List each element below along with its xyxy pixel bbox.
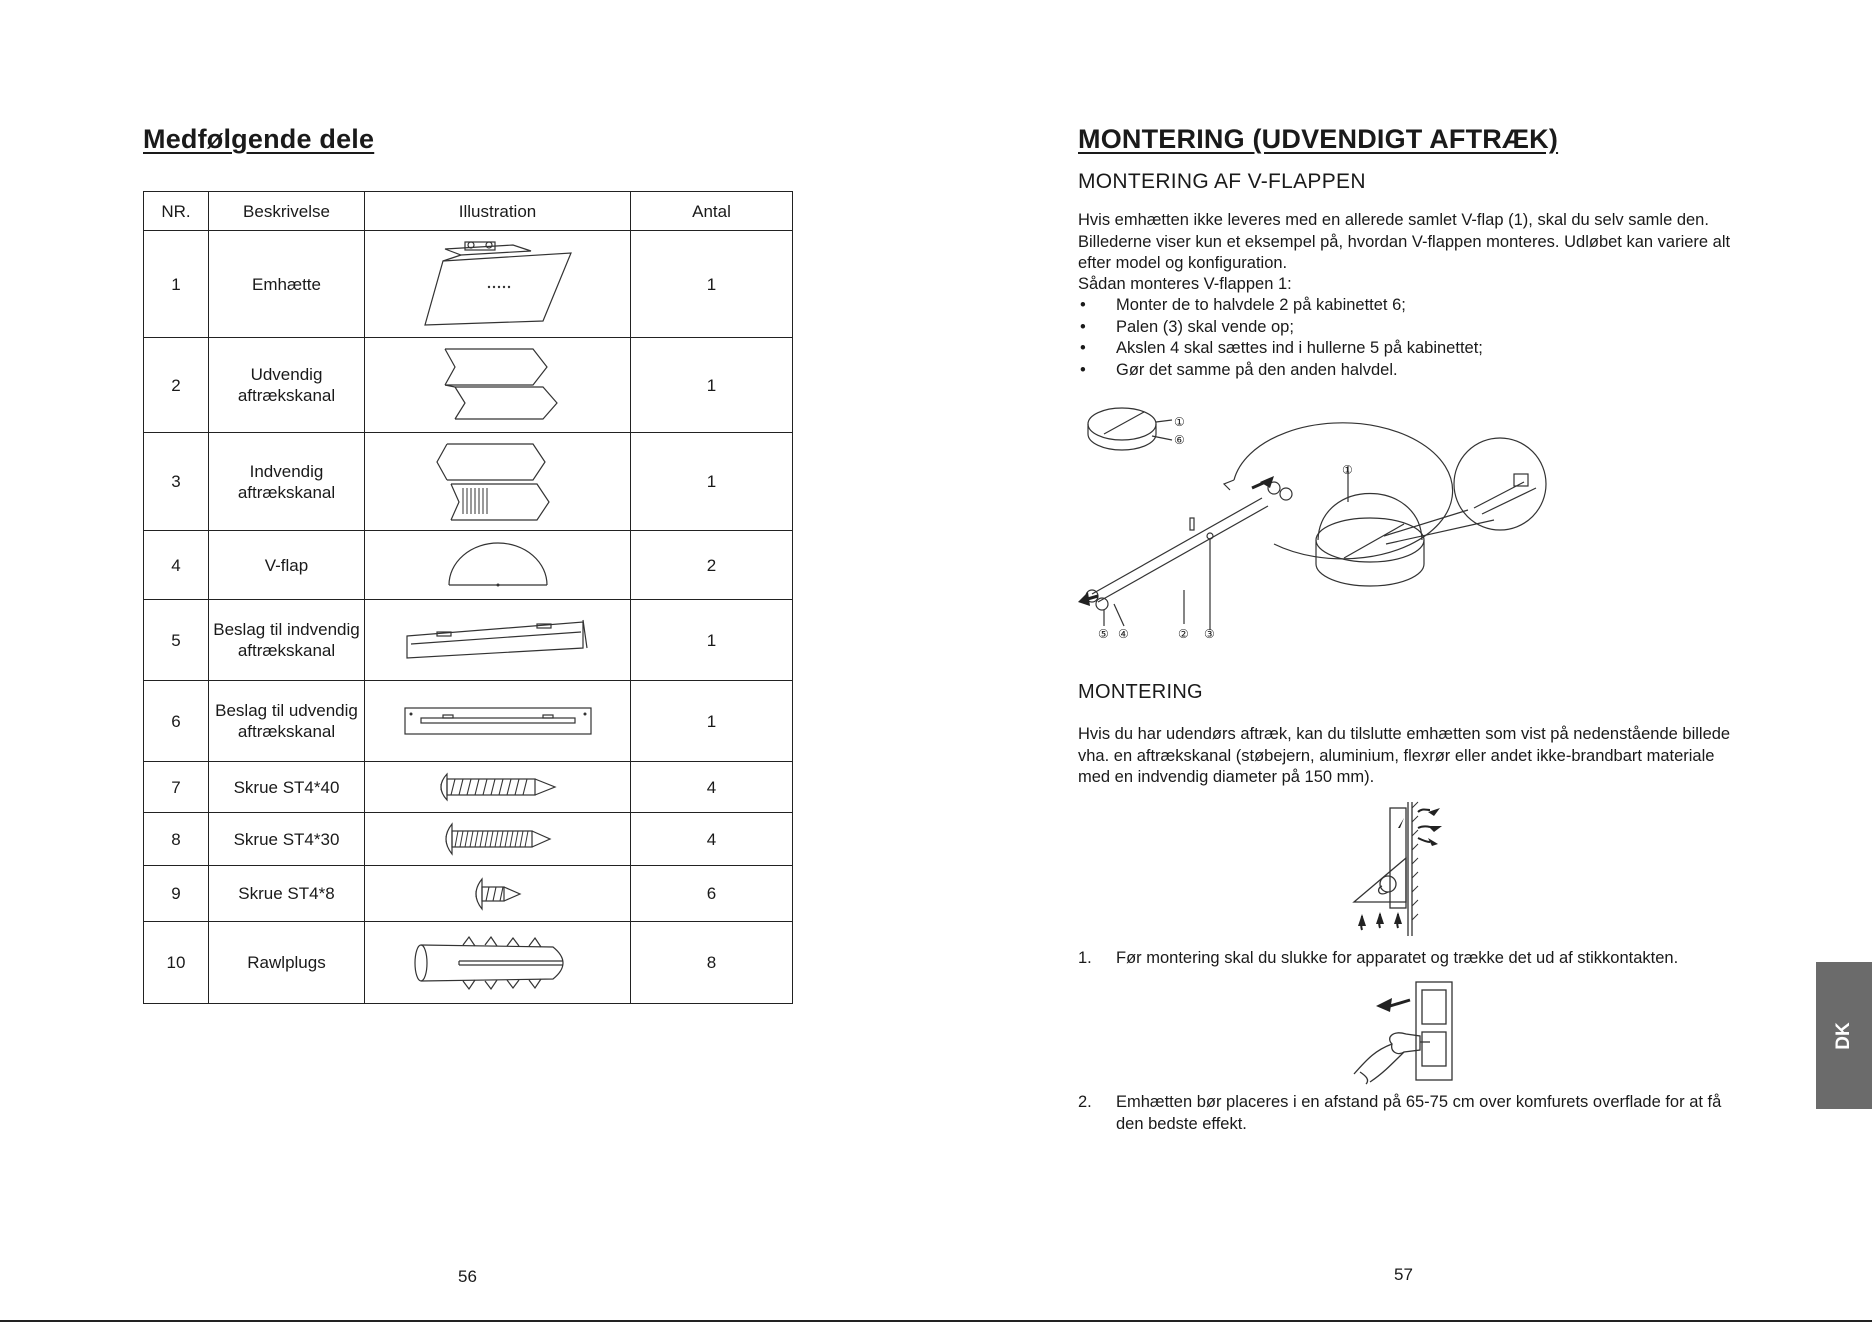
page-number-right: 57 xyxy=(1394,1265,1413,1284)
list-item: • Monter de to halvdele 2 på kabinettet 6; xyxy=(1078,295,1738,317)
row-quantity: 4 xyxy=(631,813,793,866)
step-text: Emhætten bør placeres i en afstand på 65-75 cm over komfurets overflade for at få den bedste effekt. xyxy=(1116,1093,1722,1133)
list-item: • Palen (3) skal vende op; xyxy=(1078,317,1738,339)
row-nr: 6 xyxy=(144,681,209,762)
v-flap-assembly-diagram xyxy=(1074,398,1554,644)
header-description: Beskrivelse xyxy=(209,192,365,231)
step-2 xyxy=(1078,1092,1742,1135)
header-quantity: Antal xyxy=(631,192,793,231)
step-number: 2. xyxy=(1078,1093,1092,1111)
parts-title: Medfølgende dele xyxy=(143,124,375,154)
row-description: Skrue ST4*30 xyxy=(209,813,365,866)
row-quantity: 1 xyxy=(631,231,793,338)
table-row xyxy=(144,231,793,338)
row-description: Beslag til indvendig aftrækskanal xyxy=(209,600,365,681)
table-row xyxy=(144,922,793,1004)
step-1 xyxy=(1078,948,1742,970)
list-item: • Akslen 4 skal sættes ind i hullerne 5 på kabinettet; xyxy=(1078,338,1738,360)
hood-airflow-diagram xyxy=(1348,798,1478,938)
assembly-steps-list xyxy=(1078,295,1738,381)
table-row xyxy=(144,866,793,922)
range-hood-icon xyxy=(413,239,583,329)
row-quantity: 4 xyxy=(631,762,793,813)
row-quantity: 6 xyxy=(631,866,793,922)
table-row xyxy=(144,531,793,600)
callout-4: ④ xyxy=(1118,627,1129,641)
v-flap-subtitle: MONTERING AF V-FLAPPEN xyxy=(1078,170,1366,193)
language-tab-label: DK xyxy=(1833,1021,1854,1050)
row-quantity: 2 xyxy=(631,531,793,600)
row-nr: 8 xyxy=(144,813,209,866)
row-description: Indvendig aftrækskanal xyxy=(209,433,365,531)
row-nr: 3 xyxy=(144,433,209,531)
row-description: Skrue ST4*8 xyxy=(209,866,365,922)
screw-medium-icon xyxy=(438,821,558,857)
callout-1: ① xyxy=(1174,415,1185,429)
table-row xyxy=(144,600,793,681)
inner-chimney-icon xyxy=(433,440,563,524)
row-description: V-flap xyxy=(209,531,365,600)
row-quantity: 8 xyxy=(631,922,793,1004)
v-flap-icon xyxy=(443,539,553,591)
step-text: Før montering skal du slukke for apparatet og trække det ud af stikkontakten. xyxy=(1116,949,1679,967)
row-description: Emhætte xyxy=(209,231,365,338)
header-nr: NR. xyxy=(144,192,209,231)
callout-5: ⑤ xyxy=(1098,627,1109,641)
table-row xyxy=(144,681,793,762)
page-number-left: 56 xyxy=(458,1267,477,1286)
intro-paragraph: Hvis emhætten ikke leveres med en allerede samlet V-flap (1), skal du selv samle den. Billederne viser kun et eksempel på, hvordan V-flappen monteres. Udløbet kan variere alt efter model og konfiguration. xyxy=(1078,211,1731,272)
row-nr: 7 xyxy=(144,762,209,813)
row-nr: 9 xyxy=(144,866,209,922)
row-description: Skrue ST4*40 xyxy=(209,762,365,813)
unplug-diagram xyxy=(1346,976,1456,1086)
bottom-rule xyxy=(0,1320,1872,1322)
row-nr: 5 xyxy=(144,600,209,681)
row-nr: 1 xyxy=(144,231,209,338)
table-row xyxy=(144,433,793,531)
callout-3: ③ xyxy=(1204,627,1215,641)
row-description: Beslag til udvendig aftrækskanal xyxy=(209,681,365,762)
screw-short-icon xyxy=(468,876,528,912)
table-row xyxy=(144,338,793,433)
step-number: 1. xyxy=(1078,949,1092,967)
callout-2: ② xyxy=(1178,627,1189,641)
row-nr: 4 xyxy=(144,531,209,600)
row-description: Udvendig aftrækskanal xyxy=(209,338,365,433)
parts-table xyxy=(143,191,793,1004)
outer-chimney-icon xyxy=(433,345,563,425)
table-row xyxy=(144,762,793,813)
row-nr: 10 xyxy=(144,922,209,1004)
row-description: Rawlplugs xyxy=(209,922,365,1004)
callout-1b: ① xyxy=(1342,463,1353,477)
how-to-line: Sådan monteres V-flappen 1: xyxy=(1078,275,1292,293)
table-row xyxy=(144,813,793,866)
row-quantity: 1 xyxy=(631,600,793,681)
header-illustration: Illustration xyxy=(365,192,631,231)
inner-bracket-icon xyxy=(403,614,593,666)
language-tab xyxy=(1816,962,1872,1109)
right-page xyxy=(936,0,1872,1324)
callout-6: ⑥ xyxy=(1174,433,1185,447)
rawlplug-icon xyxy=(413,933,583,993)
row-quantity: 1 xyxy=(631,338,793,433)
row-nr: 2 xyxy=(144,338,209,433)
mounting-title: MONTERING (UDVENDIGT AFTRÆK) xyxy=(1078,124,1559,154)
montering-subtitle: MONTERING xyxy=(1078,681,1203,703)
row-quantity: 1 xyxy=(631,681,793,762)
screw-long-icon xyxy=(433,770,563,804)
montering-paragraph: Hvis du har udendørs aftræk, kan du tilslutte emhætten som vist på nedenstående billede vha. en aftrækskanal (støbejern, aluminium, flexrør eller andet ikke-brandbart materiale med en indvendig diameter på 150 mm). xyxy=(1078,725,1731,786)
list-item: • Gør det samme på den anden halvdel. xyxy=(1078,360,1738,382)
table-header-row xyxy=(144,192,793,231)
row-quantity: 1 xyxy=(631,433,793,531)
outer-bracket-icon xyxy=(403,704,593,738)
